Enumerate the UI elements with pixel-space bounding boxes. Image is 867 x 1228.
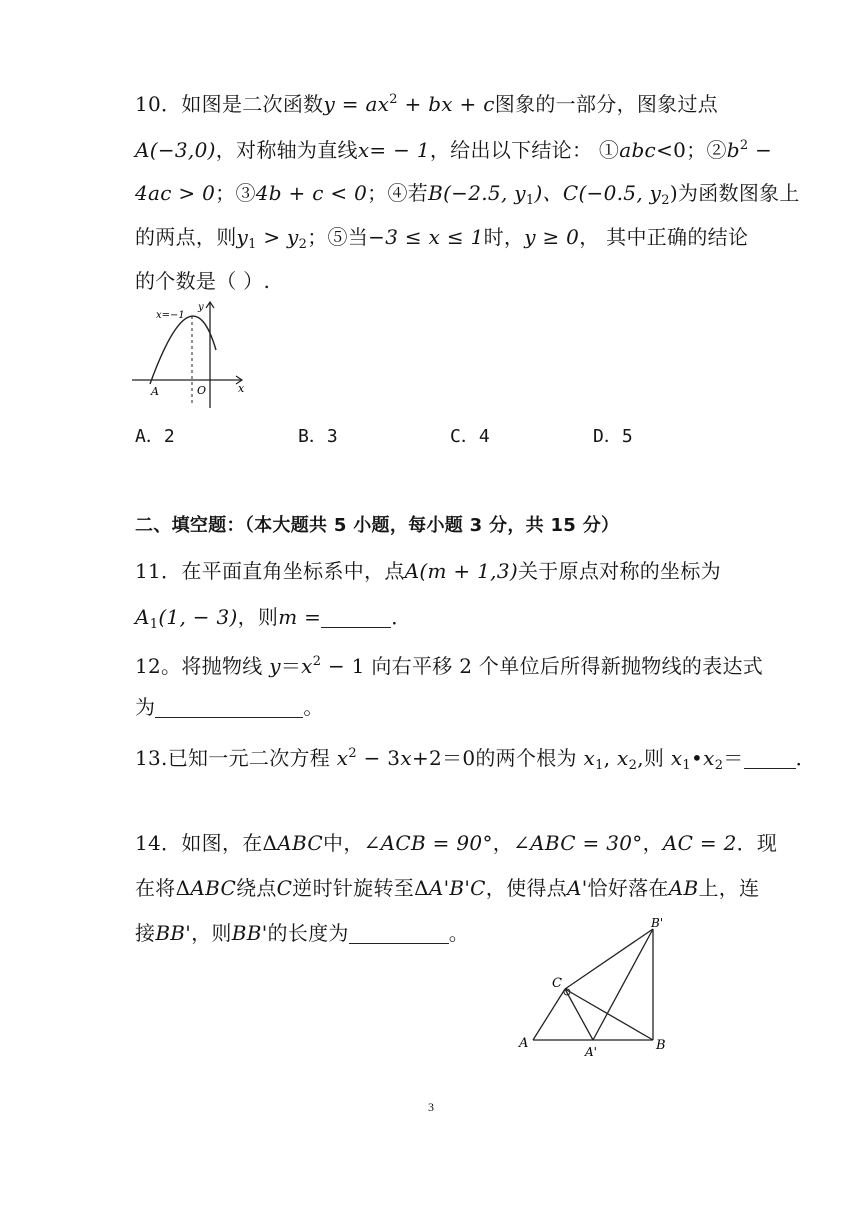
func-rest: + bx + c <box>397 92 495 116</box>
sub: 2 <box>628 758 638 773</box>
q14-text: ，使得点 <box>485 876 567 900</box>
axis-label: x=−1 <box>156 310 185 321</box>
option-d: D．5 <box>593 426 633 447</box>
q14-text: 中， <box>323 831 364 855</box>
sub: 1 <box>682 758 691 773</box>
triangle-abc-prime: A'B'C <box>428 876 486 900</box>
q11-point: A(m + 1,3) <box>404 559 518 583</box>
q10-text: ，给出以下结论： ① <box>429 138 620 162</box>
q14-text: ， <box>642 831 663 855</box>
q10-text: )、 <box>534 181 563 205</box>
x-label: x <box>238 382 245 395</box>
comma: , <box>603 746 618 770</box>
q10-text: 如图是二次函数 <box>181 92 324 116</box>
q14-end: 。 <box>448 921 470 945</box>
q13-x: x <box>400 746 412 770</box>
q10-text: ；⑤当 <box>307 225 369 249</box>
q14-text: 接 <box>135 921 156 945</box>
q10-text: <0；② <box>656 138 727 162</box>
parabola-graph <box>130 298 260 413</box>
gt-y2: > y <box>256 225 299 249</box>
abc: abc <box>619 138 657 162</box>
point-a-label: A <box>151 385 159 398</box>
origin-label: O <box>197 384 207 397</box>
q10-function <box>323 92 494 116</box>
cond-3: 4b + c < 0 <box>255 181 368 205</box>
option-b: B．3 <box>298 426 338 447</box>
sub: 2 <box>714 758 724 773</box>
point-a: A(−3,0) <box>135 138 216 162</box>
dot: • <box>690 746 704 770</box>
q12-end: 。 <box>303 695 324 719</box>
q10-line-4 <box>135 223 748 259</box>
sub: 1 <box>525 193 535 208</box>
q10-number: 10． <box>135 92 182 116</box>
q10-line-1 <box>135 86 718 118</box>
point-c: C <box>276 876 293 900</box>
sub: 1 <box>149 617 159 632</box>
q14-text: 在将Δ <box>135 876 191 900</box>
label-a: A <box>519 1036 529 1051</box>
segment-cb-prime <box>565 929 653 989</box>
q11-text: 11．在平面直角坐标系中，点 <box>135 559 405 583</box>
q13-text: +2＝0的两个根为 <box>411 746 584 770</box>
q14-text: ．现 <box>736 831 778 855</box>
segment-ac <box>533 989 565 1040</box>
angle-abc: ∠ABC = 30° <box>513 831 643 855</box>
y-label: y <box>198 302 204 313</box>
q14-text: 逆时针旋转至Δ <box>292 876 429 900</box>
sub: 2 <box>298 237 308 252</box>
q11-text: ，则 <box>237 605 279 629</box>
angle-acb: ∠ACB = 90° <box>363 831 493 855</box>
q12-text: − 1 向右平移 2 个单位后所得新抛物线的表达式 <box>321 654 764 678</box>
exp: 2 <box>348 746 357 761</box>
triangle-abc: ABC <box>277 831 324 855</box>
sub: 2 <box>661 193 670 208</box>
q14-text: 绕点 <box>236 876 277 900</box>
q10-text: 的两点，则 <box>135 225 237 249</box>
option-a: A．2 <box>135 426 175 447</box>
range: −3 ≤ x ≤ 1 <box>368 225 484 249</box>
section-title: 二、填空题：（本大题共 5 小题，每小题 3 分，共 15 分） <box>135 515 620 536</box>
answer-blank[interactable] <box>349 923 449 944</box>
q11-text: 关于原点对称的坐标为 <box>517 559 721 583</box>
q13-eq: ＝ <box>723 746 744 770</box>
triangle-rotation-figure <box>510 915 685 1060</box>
option-c: C．4 <box>450 426 490 447</box>
q10-text: 图象的一部分，图象过点 <box>494 92 719 116</box>
q14-text: 14．如图，在Δ <box>135 831 278 855</box>
q14-line-1 <box>135 829 777 857</box>
parabola-curve <box>150 316 216 384</box>
q13-text: 13.已知一元二次方程 <box>135 746 337 770</box>
answer-blank[interactable] <box>321 607 391 628</box>
m-equals: m = <box>278 605 322 629</box>
label-a-prime: A' <box>585 1045 597 1059</box>
answer-blank[interactable] <box>155 697 303 718</box>
q14-text: 恰好落在 <box>587 876 669 900</box>
q10-line-5 <box>135 267 270 295</box>
q10-text: ， 其中正确的结论 <box>579 225 749 249</box>
x1: x <box>583 746 596 770</box>
symmetry-axis: x= − 1 <box>357 138 430 162</box>
q10-text: ；④若 <box>367 181 429 205</box>
exp: 2 <box>739 138 749 153</box>
q14-line-3 <box>135 919 469 947</box>
q11-line-2 <box>135 603 412 639</box>
q10-text: 的个数是（ ）. <box>135 269 271 293</box>
q14-text: 的长度为 <box>267 921 349 945</box>
x2: x <box>703 746 715 770</box>
q12-line-2 <box>135 693 324 721</box>
q10-line-3 <box>135 179 800 215</box>
q12-line-1 <box>135 648 763 680</box>
x2: x <box>617 746 629 770</box>
q12-text: 为 <box>135 695 156 719</box>
q10-text: ；③ <box>215 181 256 205</box>
q12-x: x <box>301 654 313 678</box>
q14-text: 上，连 <box>698 876 760 900</box>
label-b-prime: B' <box>651 916 664 930</box>
segment-bb-prime: BB' <box>231 921 268 945</box>
q11-line-1 <box>135 557 721 585</box>
q10-line-2 <box>135 132 772 164</box>
point-c: C(−0.5, y <box>562 181 662 205</box>
q10-text: )为函数图象上 <box>669 181 800 205</box>
segment-ab: AB <box>668 876 699 900</box>
point-a-prime: A' <box>566 876 588 900</box>
point-b: B(−2.5, y <box>428 181 526 205</box>
a1: A <box>135 605 150 629</box>
x1: x <box>670 746 683 770</box>
segment-cb <box>565 989 653 1040</box>
q14-text: ，则 <box>191 921 232 945</box>
exp: 2 <box>312 654 322 669</box>
ac-length: AC = 2 <box>662 831 737 855</box>
sub: 1 <box>595 758 604 773</box>
a1-coords: (1, − 3) <box>158 605 238 629</box>
y-nonneg: y ≥ 0 <box>524 225 580 249</box>
cond-2: 4ac > 0 <box>135 181 216 205</box>
q14-text: ， <box>492 831 514 855</box>
q13-x: x <box>336 746 349 770</box>
y1: y <box>236 225 249 249</box>
q12-y: y <box>269 654 281 678</box>
q13-text: − 3 <box>356 746 401 770</box>
q14-line-2 <box>135 874 759 902</box>
label-b: B <box>656 1038 666 1053</box>
triangle-abc: ABC <box>190 876 237 900</box>
label-c: C <box>552 976 562 991</box>
page-number: 3 <box>428 1100 434 1114</box>
minus: − <box>748 138 773 162</box>
q12-eq: ＝ <box>280 654 302 678</box>
q10-text: ，对称轴为直线 <box>215 138 358 162</box>
q13-line <box>135 740 816 780</box>
sub: 1 <box>248 237 257 252</box>
segment-bb-prime: BB' <box>155 921 192 945</box>
func-exp: 2 <box>389 92 398 107</box>
answer-blank[interactable] <box>744 748 796 769</box>
b-squared: b <box>726 138 740 162</box>
q12-text: 12。将抛物线 <box>135 654 270 678</box>
q10-text: 时， <box>483 225 525 249</box>
q13-text: ,则 <box>637 746 671 770</box>
q11-end: ． <box>391 605 412 629</box>
q13-end: ． <box>795 746 816 770</box>
func-main: y = ax <box>323 92 390 116</box>
